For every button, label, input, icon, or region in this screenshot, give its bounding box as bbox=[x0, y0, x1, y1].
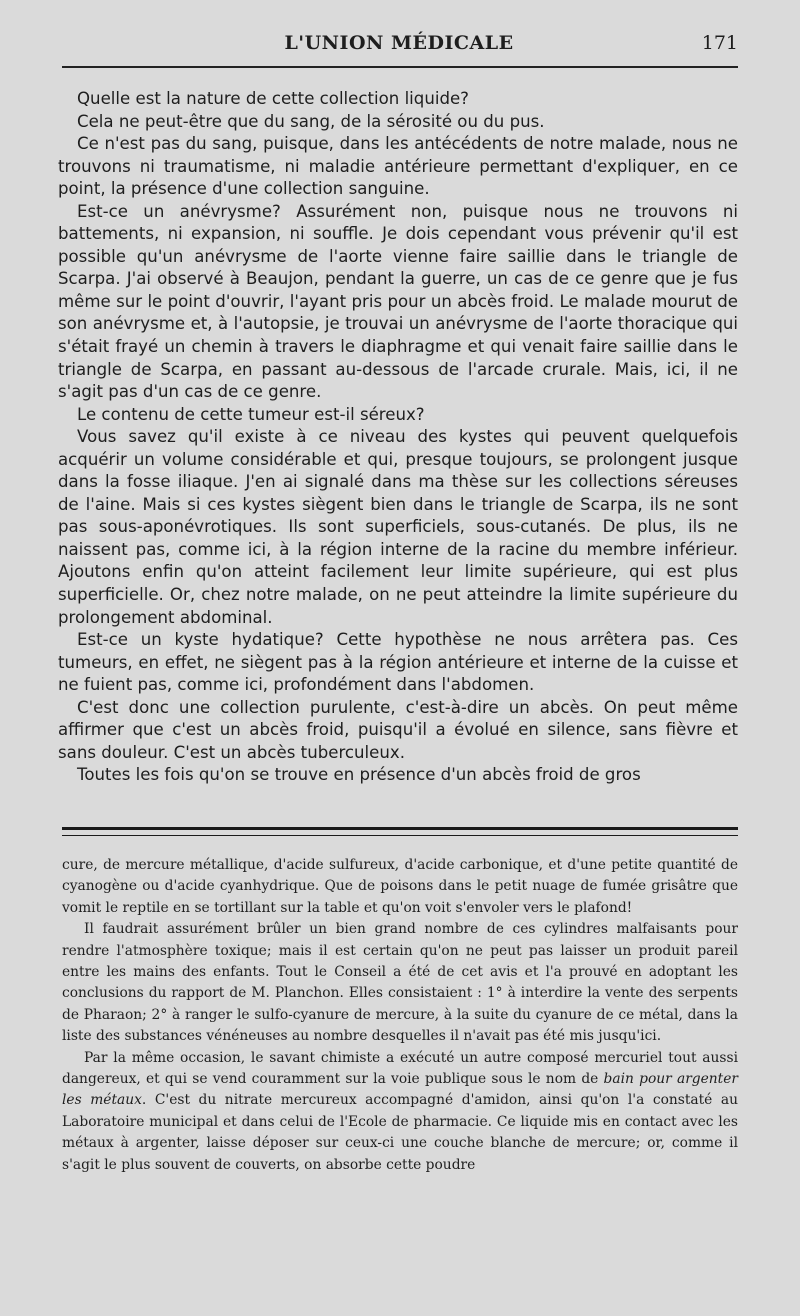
paragraph: C'est donc une collection purulente, c'est-à-dire un abcès. On peut même affirmer que c'est un abcès froid, puisqu'il a évolué en silence, sans fièvre et sans douleur. C'est un abcès tuberculeux. bbox=[58, 697, 738, 762]
footnote-paragraph: Il faudrait assurément brûler un bien grand nombre de ces cylindres malfaisants pour rendre l'atmosphère toxique; mais il est certain qu'on ne peut pas laisser un produit pareil entre les mains des enfants. Tout le Conseil a été de cet avis et l'a prouvé en adoptant les conclusions du rapport de M. Planchon. Elles consistaient : 1° à interdire la vente des serpents de Pharaon; 2° à ranger le sulfo-cyanure de mercure, à la suite du cyanure de ce métal, dans la liste des substances vénéneuses au nombre desquelles il n'avait pas été mis jusqu'ici. bbox=[62, 921, 738, 1045]
main-text bbox=[58, 88, 738, 787]
footnote-paragraph bbox=[62, 1048, 738, 1176]
footnote-text-run: . C'est du nitrate mercureux accompagné d'amidon, ainsi qu'on l'a constaté au Laboratoire municipal et dans celui de l'Ecole de pharmacie. Ce liquide mis en contact avec les métaux à argenter, laisse déposer sur ceux-ci une couche blanche de mercure; or, comme il s'agit le plus souvent de couverts, on absorbe cette poudre bbox=[62, 1092, 738, 1173]
section-divider bbox=[62, 827, 738, 836]
paragraph: Le contenu de cette tumeur est-il séreux? bbox=[77, 404, 425, 424]
page-number: 171 bbox=[701, 32, 738, 54]
paragraph: Quelle est la nature de cette collection liquide? bbox=[77, 89, 469, 108]
paragraph: Cela ne peut-être que du sang, de la sérosité ou du pus. bbox=[77, 111, 545, 131]
italic-term: bain pour argenter les métaux bbox=[62, 1071, 738, 1109]
paragraph: Ce n'est pas du sang, puisque, dans les antécédents de notre malade, nous ne trouvons ni traumatisme, ni maladie antérieure permettant d'expliquer, en ce point, la présence d'une collection sanguine. bbox=[58, 134, 738, 199]
paragraph: Toutes les fois qu'on se trouve en présence d'un abcès froid de gros bbox=[77, 765, 641, 785]
paragraph: Est-ce un anévrysme? Assurément non, puisque nous ne trouvons ni battements, ni expansion, ni souffle. Je dois cependant vous prévenir qu'il est possible qu'un anévrysme de l'aorte vienne faire saillie dans le triangle de Scarpa. J'ai observé à Beaujon, pendant la guerre, un cas de ce genre que je fus même sur le point d'ouvrir, l'ayant pris pour un abcès froid. Le malade mourut de son anévrysme et, à l'autopsie, je trouvai un anévrysme de l'aorte thoracique qui s'était frayé un chemin à travers le diaphragme et qui venait faire saillie dans le triangle de Scarpa, en passant au-dessous de l'arcade crurale. Mais, ici, il ne s'agit pas d'un cas de ce genre. bbox=[58, 201, 738, 402]
footnote-text-run: Par la même occasion, le savant chimiste a exécuté un autre composé mercuriel tout aussi dangereux, et qui se vend couramment sur la voie publique sous le nom de bbox=[62, 1049, 738, 1088]
paragraph: Vous savez qu'il existe à ce niveau des kystes qui peuvent quelquefois acquérir un volume considérable et qui, presque toujours, se prolongent jusque dans la fosse iliaque. J'en ai signalé dans ma thèse sur les collections séreuses de l'aine. Mais si ces kystes siègent bien dans le triangle de Scarpa, ils ne sont pas sous-aponévrotiques. Ils sont superficiels, sous-cutanés. De plus, ils ne naissent pas, comme ici, à la région interne de la racine du membre inférieur. Ajoutons enfin qu'on atteint facilement leur limite supérieure, qui est plus superficielle. Or, chez notre malade, on ne peut atteindre la limite supérieure du prolongement abdominal. bbox=[58, 427, 738, 627]
running-header bbox=[60, 32, 738, 62]
header-rule bbox=[62, 66, 738, 68]
footnote-paragraph: cure, de mercure métallique, d'acide sulfureux, d'acide carbonique, et d'une petite quantité de cyanogène ou d'acide cyanhydrique. Que de poisons dans le petit nuage de fumée grisâtre que vomit le reptile en se tortillant sur la table et qu'on voit s'envoler vers le plafond! bbox=[62, 857, 738, 916]
paragraph: Est-ce un kyste hydatique? Cette hypothèse ne nous arrêtera pas. Ces tumeurs, en effet, ne siègent pas à la région antérieure et interne de la cuisse et ne fuient pas, comme ici, profondément dans l'abdomen. bbox=[58, 630, 738, 695]
footnote-text bbox=[62, 855, 738, 1176]
journal-title: L'UNION MÉDICALE bbox=[284, 32, 514, 54]
